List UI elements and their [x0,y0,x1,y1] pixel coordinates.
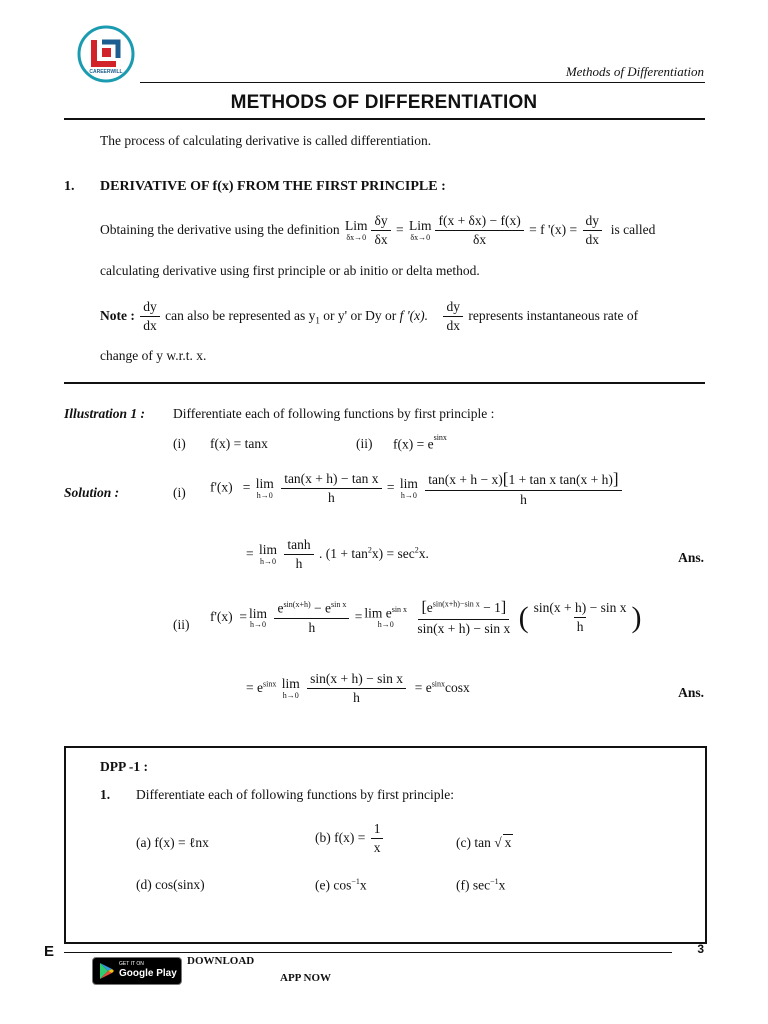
illustration-part-ii-label: (ii) [356,436,373,451]
footer-rule [64,952,672,953]
dpp-item-b: (b) f(x) = $\frac{1}{x}$ [315,822,385,855]
illustration-part-ii-fn: $f(x) = e^{sinx}$ [393,433,447,452]
page-number: 3 [697,942,704,956]
note-line2: change of y w.r.t. x. [100,348,207,363]
google-play-badge[interactable] [92,957,182,985]
google-play-icon [99,962,115,980]
note-line: Note : $\frac{dy}{dx}$ can also be represented as $y_1$ or y' or Dy or f '(x). $\frac{dy}{dx}$ represents instantaneous rate of [100,299,639,334]
logo [76,24,136,84]
intro-text: The process of calculating derivative is called differentiation. [100,133,432,148]
section-divider [64,382,705,384]
edition-letter: E [44,943,55,960]
illustration-part-i-label: (i) [173,436,186,451]
dpp-question-number: 1. [100,787,111,802]
logo-text: CAREERWILL [89,69,123,75]
dpp-question-text: Differentiate each of following functions by first principle: [136,787,455,802]
illustration-prompt: Differentiate each of following functions by first principle : [173,406,495,421]
answer-label-1: Ans. [678,550,704,565]
section-heading: DERIVATIVE OF f(x) FROM THE FIRST PRINCIPLE : [100,179,446,194]
download-text: DOWNLOAD [187,955,255,967]
definition-prefix: Obtaining the derivative using the definition [100,221,340,237]
solution-i-label: (i) [173,485,186,500]
illustration-part-i-fn: f(x) = tanx [210,436,268,451]
illustration-label: Illustration 1 : [64,406,146,421]
app-now-text: APP NOW [280,972,332,984]
badge-big-text: Google Play [119,968,177,979]
definition-formula: Obtaining the derivative using the definition Lim δx→0 $\frac{\delta y}{\delta x}$ = Lim δx→0 $\frac{f(x + \delta x) - f(x)}{\delta x}$ = f '(x) = $\frac{dy}{dx}$ is called [100,213,656,248]
badge-small-text: GET IT ON [119,961,144,967]
section-number: 1. [64,179,75,194]
definition-suffix: is called [610,221,656,237]
running-title: Methods of Differentiation [565,64,704,79]
solution-ii-line2: = $e^{sinx}$ lim h→0 $\frac{\text{sin(x + h) − sin x}}{h}$ = $e^{sinx}\cos x$ [246,671,470,706]
dpp-item-d: (d) cos(sinx) [136,877,205,892]
solution-i-line2: = lim h→0 $\frac{\tanh}{h}$ . $(1 + \tan^2x) = \sec^2x$. [246,537,429,572]
dpp-item-e: (e) $\cos^{-1}x$ [315,877,367,893]
solution-ii-label: (ii) [173,617,190,632]
header-rule [140,82,705,83]
title-rule [64,118,705,120]
note-label: Note : [100,307,135,323]
answer-label-2: Ans. [678,685,704,700]
page-title: METHODS OF DIFFERENTIATION [230,92,538,113]
dpp-title: DPP -1 : [100,759,148,774]
dpp-item-f: (f) $\sec^{-1}x$ [456,877,506,893]
dpp-item-c: (c) tan √ x [456,835,512,850]
solution-label: Solution : [64,485,120,500]
definition-line2: calculating derivative using first principle or ab initio or delta method. [100,263,480,278]
solution-ii-line1: f'(x) = lim h→0 $\frac{e^{sin(x+h)} - e^{sin x}}{h}$ = $\lim e^{sin x}$ h→0 $\frac{[e^{sin(x+h)-sin x} - 1]}{\text{sin(x + h) − sin x}}$ ( $\frac{\text{sin(x + h) − sin x}}{h}$ ) [210,599,642,636]
dpp-item-a: (a) f(x) = ℓnx [136,835,209,850]
solution-i-line1: f'(x) = lim h→0 $\frac{\text{tan(x + h) − tan x}}{h}$ = lim h→0 $\frac{\text{tan(x + h − x)[1 + tan x tan(x + h)]}}{h}$ [210,470,624,507]
